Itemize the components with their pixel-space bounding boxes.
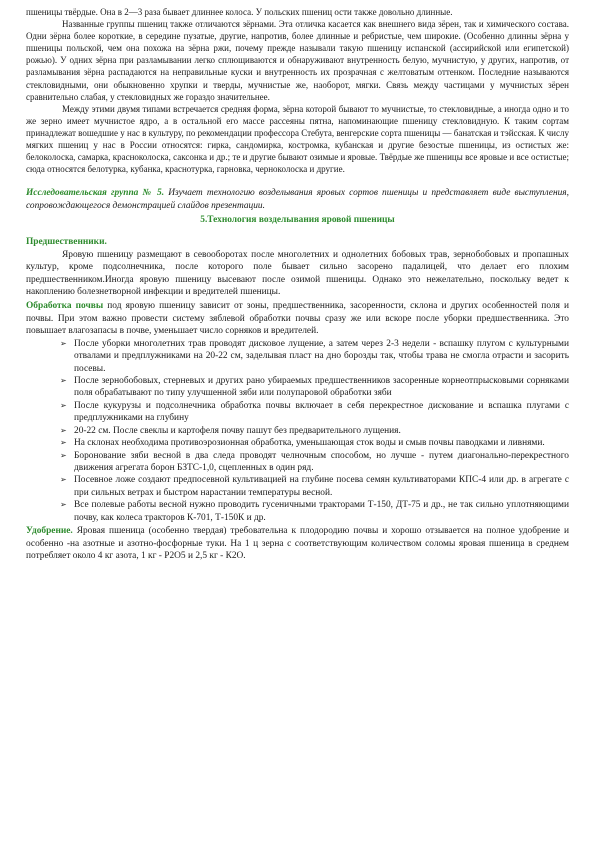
research-group-label: Исследовательская группа № 5. [26, 188, 165, 199]
paragraph-awns: пшеницы твёрдые. Она в 2—3 раза бывает длиннее колоса. У польских пшениц ости также довольно длинные. [26, 7, 453, 17]
tillage-paragraph [26, 300, 569, 338]
arrow-bullet-icon: ➢ [60, 438, 67, 448]
arrow-bullet-icon: ➢ [60, 475, 67, 485]
list-item: ➢ На склонах необходима противоэрозионная обработка, уменьшающая сток воды и смыв почвы паводками и ливнями. [60, 438, 545, 449]
tillage-list [26, 338, 569, 524]
arrow-bullet-icon: ➢ [60, 376, 67, 386]
arrow-bullet-icon: ➢ [60, 425, 67, 435]
paragraph-varieties: Между этими двумя типами встречается средняя форма, зёрна которой бывают то мучнистые, то стекловидные, а иногда одно и то же зерно имеет мучнистое ядро, а в остальной его массе рассеяны пятна, напоминающие пшеницу стекловидную. К таким сортам принадлежат вошедшие у нас в культуру, по рекомендации профессора Стебута, венгерские сорта пшеницы — банатская и тэйсская. К числу мягких пшениц у нас в России относятся: гирка, сандомирка, костромка, кубанская и другие безостые пшеницы, из остистых же: белоколоска, самарка, красноколоска, саксонка и др.; те и другие бывают озимые и яровые. Твёрдые же пшеницы все яровые и все остистые; сюда относятся белотурка, кубанка, краснотурка, гарновка, черноколоска и другие. [26, 103, 569, 175]
list-item: ➢ Посевное ложе создают предпосевной культивацией на глубине посева семян культиваторами КПС-4 или др. в агрегате с при сильных ветрах и быстром нарастании температуры весной. [60, 475, 569, 498]
list-item: ➢ 20-22 см. После свеклы и картофеля почву пашут без предварительного лущения. [60, 425, 401, 436]
list-item: ➢ После кукурузы и подсолнечника обработка почвы включает в себя перекрестное дискование и вспашка плугами с предплужниками на глубину [60, 400, 569, 424]
fertilizer-text: Яровая пшеница (особенно твердая) требовательна к плодородию почвы и хорошо отзывается на полное удобрение и особенно -на азотные и азотно-фосфорные туки. На 1 ц зерна с соответствующим количеством соломы яровая пшеница в среднем потребляет около 4 кг азота, 1 кг - Р2О5 и 2,5 кг - К2О. [26, 525, 569, 562]
section-title: 5.Технология возделывания яровой пшеницы [200, 214, 395, 225]
arrow-bullet-icon: ➢ [60, 500, 67, 510]
arrow-bullet-icon: ➢ [60, 450, 67, 460]
research-group-text: Изучает технологию возделывания яровых сортов пшеницы и представляет виде выступления, сопровождающегося демонстрацией слайдов презентации. [26, 188, 569, 211]
arrow-bullet-icon: ➢ [60, 338, 67, 348]
predecessors-heading: Предшественники. [26, 237, 107, 248]
tillage-heading: Обработка почвы [26, 301, 104, 312]
tillage-text: под яровую пшеницу зависит от зоны, предшественника, засоренности, склона и других особенностей поля и почвы. При этом важно провести систему зяблевой обработки почвы сразу же или вскоре после уборки предшественника. Это повышает влагозапасы в почве, уменьшает число сорняков и вредителей. [26, 301, 569, 337]
research-group-task [26, 187, 569, 212]
list-item: ➢ После зернобобовых, стерневых и других рано убираемых предшественников засоренные корнеотпрысковыми сорняками поля обрабатывают по типу улучшенной зяби или полупаровой обработки зяби [60, 376, 569, 399]
fertilizer-heading: Удобрение. [26, 525, 73, 536]
arrow-bullet-icon: ➢ [60, 400, 67, 410]
list-item: ➢ Боронование зяби весной в два следа проводят челночным способом, но лучше - путем диагонально-перекрестного движения агрегата борон БЗТС-1,0, сцепленных в один ряд. [60, 450, 569, 473]
predecessors-text: Яровую пшеницу размещают в севооборотах после многолетних и однолетних бобовых трав, зернобобовых и пропашных культур, кроме подсолнечника, после которого поле бывает сильно засорено падалицей, что делает его плохим предшественником.Иногда яровую пшеницу высевают после озимой пшеницы. Однако это нежелательно, поскольку ведет к накоплению болезнетворной инфекции и вредителей пшеницы. [26, 249, 569, 298]
list-item: ➢ Все полевые работы весной нужно проводить гусеничными тракторами Т-150, ДТ-75 и др., не так сильно уплотняющими почву, как колеса тракторов К-701, Т-150К и др. [60, 500, 569, 523]
fertilizer-paragraph [26, 525, 569, 563]
paragraph-grains: Названные группы пшениц также отличаются зёрнами. Эта отличка касается как внешнего вида зёрен, так и химического состава. Одни зёрна более короткие, в середине пузатые, другие, напротив, более длинные и ребристые, чем широкие. (Особенно длинны зёрна у пшеницы польской, чем она похожа на зёрна ржи, почему прежде называли такую пшеницу испанской (ассирийской или египетской) рожью). У одних зёрна при разламывании легко сплющиваются и обнаруживают внутренность белую, мучнистую, у других, напротив, от разламывания зёрна распадаются на неправильные куски и внутренность их прозрачная с желтоватым оттенком. Последние называются стекловидными, они обыкновенно хрупки и тверды, мучнистые же, наоборот, мягки. Связь между частицами у мучнистых зёрен сравнительно слабая, у стекловидных же гораздо значительнее. [26, 19, 569, 102]
list-item: ➢ После уборки многолетних трав проводят дисковое лущение, а затем через 2-3 недели - вспашку плугом с культурными отвалами и предплужниками на 20-22 см, заделывая пласт на дно борозды так, чтобы трава не смогла отрасти и засорить посевы. [60, 338, 569, 374]
